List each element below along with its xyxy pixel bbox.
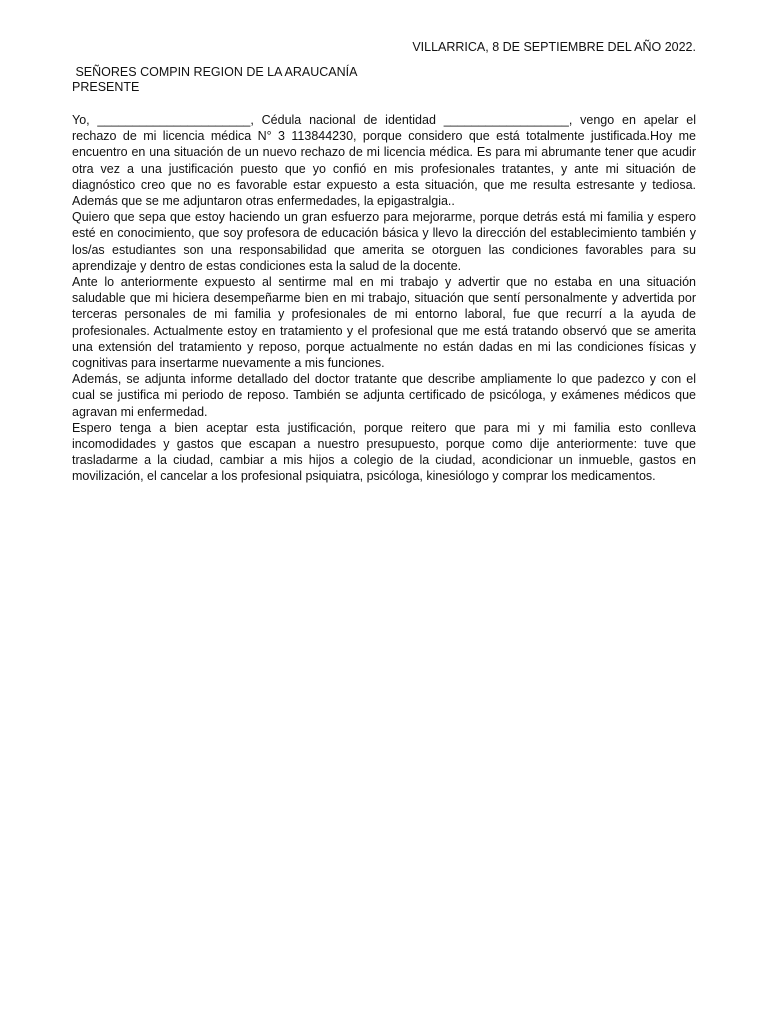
- paragraph-closing: Espero tenga a bien aceptar esta justificación, porque reitero que para mi y mi familia esto conlleva incomodidades y gastos que escapan a nuestro presupuesto, porque como dije anteriormente: tuve que trasladarme a la ciudad, cambiar a mis hijos a colegio de la ciudad, acondicionar un inmueble, gastos en movilización, el cancelar a los profesional psiquiatra, psicóloga, kinesiólogo y comprar los medicamentos.: [72, 420, 696, 484]
- date-line: VILLARRICA, 8 DE SEPTIEMBRE DEL AÑO 2022.: [412, 40, 696, 54]
- paragraph-treatment: Ante lo anteriormente expuesto al sentirme mal en mi trabajo y advertir que no estaba en una situación saludable que mi hiciera desempeñarme bien en mi trabajo, situación que sentí personalmente y advertida por terceras personales de mi familia y profesionales de mi entorno laboral, fue que recurrí a la ayuda de profesionales. Actualmente estoy en tratamiento y el profesional que me está tratando observó que se amerita una extensión del tratamiento y reposo, porque actualmente no están dadas en mi las condiciones físicas y cognitivas para insertarme nuevamente a mis funciones.: [72, 275, 696, 371]
- paragraph-effort: Quiero que sepa que estoy haciendo un gran esfuerzo para mejorarme, porque detrás está mi familia y espero esté en conocimiento, que soy profesora de educación básica y llevo la dirección del establecimiento también y los/as estudiantes son una responsabilidad que amerita se otorguen las condiciones favorables para su aprendizaje y dentro de estas condiciones esta la salud de la docente.: [72, 210, 696, 273]
- letter-body: [72, 112, 696, 485]
- paragraph-attachments: Además, se adjunta informe detallado del doctor tratante que describe ampliamente lo que padezco y con el cual se justifica mi periodo de reposo. También se adjunta certificado de psicóloga, y exámenes médicos que agravan mi enfermedad.: [72, 372, 696, 419]
- recipient-presente: PRESENTE: [72, 80, 140, 94]
- paragraph-appeal: Yo, ______________________, Cédula nacional de identidad __________________, vengo en apelar el rechazo de mi licencia médica N° 3 113844230, porque considero que está totalmente justificada.Hoy me encuentro en una situación de un nuevo rechazo de mi licencia médica. Es para mi abrumante tener que acudir otra vez a una justificación puesto que yo confió en mis profesionales tratantes, y ante mi situación de diagnóstico creo que no es favorable estar expuesto a esta situación, que me resulta estresante y tediosa. Además que se me adjuntaron otras enfermedades, la epigastralgia..: [72, 113, 696, 209]
- recipient-block: [72, 65, 357, 95]
- recipient-title: SEÑORES COMPIN REGION DE LA ARAUCANÍA: [72, 65, 358, 79]
